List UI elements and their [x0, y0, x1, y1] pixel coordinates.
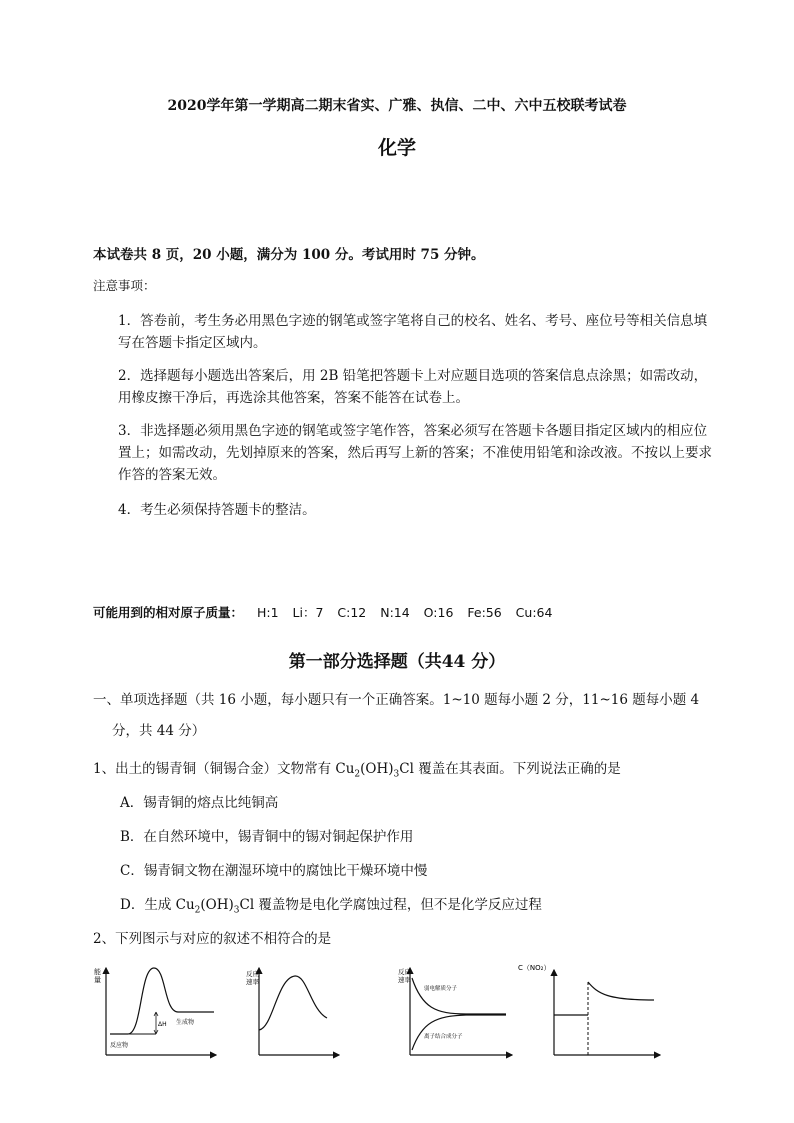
graph-rate-curve: [243, 960, 343, 1065]
notes-heading: 注意事项：: [93, 278, 156, 293]
y-label-1: 能: [94, 968, 101, 976]
reactant-label: 反应物: [110, 1042, 129, 1049]
part1-title: 第一部分选择题（共44 分）: [288, 652, 506, 672]
graph-no2-concentration: [514, 960, 664, 1065]
y-label-2: 速率: [398, 976, 411, 984]
upper-curve-label: 弱电解质分子: [424, 986, 458, 992]
dh-label: ΔH: [158, 1021, 167, 1028]
reverse-rate-curve: [412, 1015, 506, 1050]
product-label: 生成物: [176, 1019, 195, 1026]
exam-title: 2020学年第一学期高二期末省实、广雅、执信、二中、六中五校联考试卷: [167, 98, 627, 114]
rate-curve: [259, 976, 327, 1030]
section1-heading: 一、单项选择题（共 16 小题，每小题只有一个正确答案。1~10 题每小题 2 分，11~16 题每小题 4: [93, 692, 700, 708]
subject-title: 化学: [377, 137, 416, 159]
atomic-masses: [93, 603, 552, 621]
concentration-curve: [588, 982, 654, 1000]
section1-heading-cont: 分，共 44 分）: [112, 723, 206, 739]
note-item-3: 3．非选择题必须用黑色字迹的钢笔或签字笔作答，答案必须写在答题卡各题目指定区域内的相应位置上；如需改动，先划掉原来的答案，然后再写上新的答案；不准使用铅笔和涂改液。不按以上要求作答的答案无效。: [118, 423, 712, 483]
forward-rate-curve: [412, 978, 506, 1014]
lower-curve-label: 离子结合成分子: [424, 1034, 463, 1040]
atomic-masses-values: H:1 Li：7 C:12 N:14 O:16 Fe:56 Cu:64: [257, 605, 553, 620]
note-item-4: 4．考生必须保持答题卡的整洁。: [118, 502, 316, 518]
question-1-option-c: C．锡青铜文物在潮湿环境中的腐蚀比干燥环境中慢: [120, 863, 428, 879]
question-1-stem: 1、出土的锡青铜（铜锡合金）文物常有 $Cu_2(OH)_3Cl$ 覆盖在其表面。下列说法正确的是: [93, 761, 621, 780]
question-1-option-d: D．生成 $Cu_2(OH)_3Cl$ 覆盖物是电化学腐蚀过程，但不是化学反应过程: [120, 897, 542, 916]
y-label-2: 量: [94, 976, 101, 984]
y-label-1: 反应: [398, 968, 411, 976]
question-1-option-b: B．在自然环境中，锡青铜中的锡对铜起保护作用: [120, 829, 414, 845]
note-item-1: 1．答卷前，考生务必用黑色字迹的钢笔或签字笔将自己的校名、姓名、考号、座位号等相关信息填写在答题卡指定区域内。: [118, 313, 708, 351]
graph-energy-profile: [90, 960, 220, 1065]
exam-info: 本试卷共 8 页，20 小题，满分为 100 分。考试用时 75 分钟。: [93, 247, 485, 263]
y-label: C（NO₂）: [518, 964, 551, 972]
question-1-option-a: A．锡青铜的熔点比纯铜高: [120, 795, 279, 811]
y-label-1: 反应: [246, 970, 259, 978]
graph-ionization-rates: [396, 960, 516, 1065]
y-label-2: 速率: [246, 978, 259, 986]
question-2-stem: 2、下列图示与对应的叙述不相符合的是: [93, 931, 332, 947]
note-item-2: 2．选择题每小题选出答案后，用 2B 铅笔把答题卡上对应题目选项的答案信息点涂黑；如需改动，用橡皮擦干净后，再选涂其他答案，答案不能答在试卷上。: [118, 368, 708, 406]
atomic-masses-label: 可能用到的相对原子质量：: [93, 605, 244, 620]
